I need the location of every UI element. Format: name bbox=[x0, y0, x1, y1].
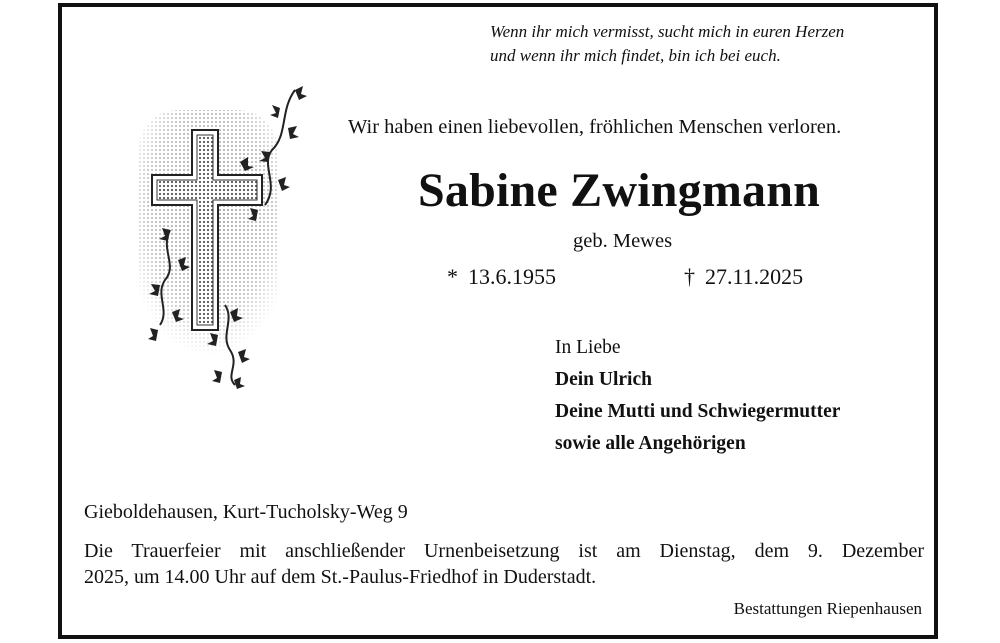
ceremony-info bbox=[84, 538, 924, 590]
ceremony-line-1: Die Trauerfeier mit anschließender Urnenbeisetzung ist am Dienstag, dem 9. Dezember bbox=[84, 540, 924, 562]
quote-line-1: Wenn ihr mich vermisst, sucht mich in euren Herzen bbox=[490, 22, 845, 41]
birth-date-block bbox=[447, 264, 556, 290]
cross-with-ivy-icon bbox=[130, 80, 315, 390]
mourners-intro: In Liebe bbox=[555, 337, 621, 358]
mourner-line-3: sowie alle Angehörigen bbox=[555, 433, 746, 454]
death-date-block bbox=[684, 264, 803, 290]
quote-line-2: und wenn ihr mich findet, bin ich bei euch. bbox=[490, 46, 781, 65]
deceased-name: Sabine Zwingmann bbox=[418, 164, 821, 217]
mourner-line-2: Deine Mutti und Schwiegermutter bbox=[555, 401, 841, 422]
birth-date: 13.6.1955 bbox=[468, 264, 556, 289]
mourner-line-1: Dein Ulrich bbox=[555, 369, 652, 390]
birth-star-icon: * bbox=[447, 264, 458, 289]
death-date: 27.11.2025 bbox=[705, 264, 804, 289]
memorial-quote bbox=[490, 20, 844, 68]
ceremony-line-2: 2025, um 14.00 Uhr auf dem St.-Paulus-Friedhof in Duderstadt. bbox=[84, 566, 597, 588]
undertaker-name: Bestattungen Riepenhausen bbox=[733, 599, 922, 618]
address: Gieboldehausen, Kurt-Tucholsky-Weg 9 bbox=[84, 501, 408, 523]
mourners-block bbox=[555, 332, 840, 460]
intro-text: Wir haben einen liebevollen, fröhlichen Menschen verloren. bbox=[348, 116, 842, 138]
death-dagger-icon: † bbox=[684, 264, 695, 289]
maiden-name: geb. Mewes bbox=[573, 230, 673, 252]
